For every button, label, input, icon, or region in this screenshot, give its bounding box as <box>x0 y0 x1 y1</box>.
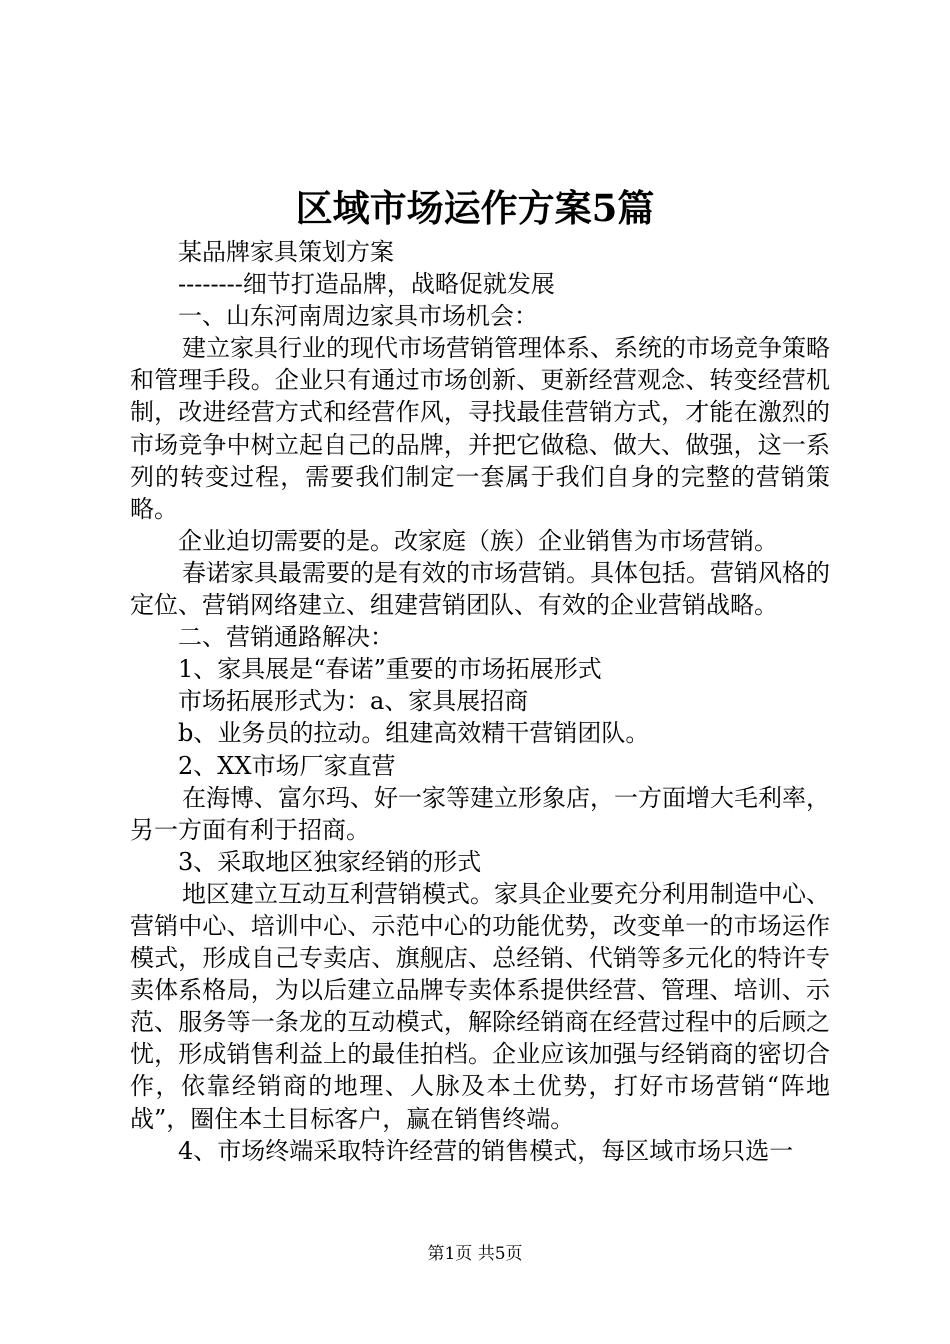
paragraph: --------细节打造品牌，战略促就发展 <box>178 270 555 299</box>
paragraph: 1、家具展是“春诺”重要的市场拓展形式 <box>178 655 602 684</box>
paragraph: 在海博、富尔玛、好一家等建立形象店，一方面增大毛利率，另一方面有利于招商。 <box>130 783 830 844</box>
paragraph: 某品牌家具策划方案 <box>178 238 394 266</box>
paragraph: 企业迫切需要的是。改家庭（族）企业销售为市场营销。 <box>178 526 778 555</box>
paragraph: 建立家具行业的现代市场营销管理体系、系统的市场竞争策略和管理手段。企业只有通过市场创新、更新经营观念、转变经营机制，改进经营方式和经营作风，寻找最佳营销方式，才能在激烈的市场竞争中树立起自己的品牌，并把它做稳、做大、做强，这一系列的转变过程，需要我们制定一套属于我们自身的完整的营销策略。 <box>130 334 830 523</box>
paragraph: 4、市场终端采取特许经营的销售模式，每区域市场只选一 <box>178 1136 794 1165</box>
paragraph: 一、山东河南周边家具市场机会： <box>178 302 538 331</box>
paragraph: b、业务员的拉动。组建高效精干营销团队。 <box>178 719 650 748</box>
paragraph: 春诺家具最需要的是有效的市场营销。具体包括。营销风格的定位、营销网络建立、组建营销团队、有效的企业营销战略。 <box>130 558 830 620</box>
paragraph: 二、营销通路解决： <box>178 623 394 652</box>
paragraph: 市场拓展形式为：a、家具展招商 <box>178 687 529 716</box>
paragraph: 2、XX市场厂家直营 <box>178 751 396 780</box>
page-footer: 第1页 共5页 <box>427 1244 523 1264</box>
document-body <box>130 236 830 1167</box>
paragraph: 地区建立互动互利营销模式。家具企业要充分利用制造中心、营销中心、培训中心、示范中心的功能优势，改变单一的市场运作模式，形成自己专卖店、旗舰店、总经销、代销等多元化的特许专卖体系格局，为以后建立品牌专卖体系提供经营、管理、培训、示范、服务等一条龙的互动模式，解除经销商在经营过程中的后顾之忧，形成销售利益上的最佳拍档。企业应该加强与经销商的密切合作，依靠经销商的地理、人脉及本土优势，打好市场营销“阵地战”，圈住本土目标客户，赢在销售终端。 <box>130 879 830 1133</box>
document-title: 区域市场运作方案5篇 <box>295 186 655 230</box>
paragraph: 3、采取地区独家经销的形式 <box>178 847 482 876</box>
